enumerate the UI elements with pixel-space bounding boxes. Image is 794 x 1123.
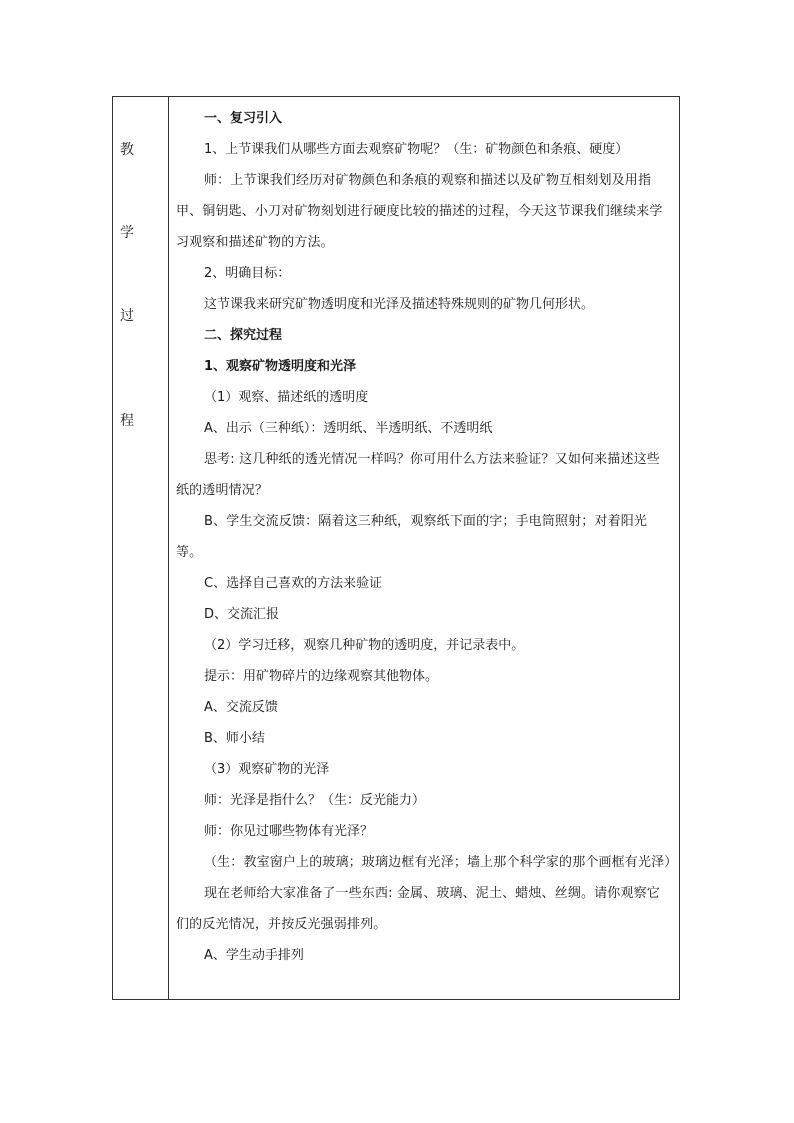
- step-2-b: B、师小结: [204, 731, 265, 746]
- step-1: （1）观察、描述纸的透明度: [204, 390, 369, 405]
- step-1-d: D、交流汇报: [204, 607, 280, 622]
- goal-text: 这节课我来研究矿物透明度和光泽及描述特殊规则的矿物几何形状。: [204, 297, 595, 312]
- student-answer: （生：教室窗户上的玻璃；玻璃边框有光泽；墙上那个科学家的那个画框有光泽）: [204, 855, 678, 870]
- section-label-char: 程: [120, 413, 134, 429]
- materials-paragraph: 现在老师给大家准备了一些东西: 金属、玻璃、泥土、蜡烛、丝绸。请你观察它们的反光情况，并按反光强弱排列。: [176, 886, 660, 932]
- step-1-b: B、学生交流反馈：隔着这三种纸，观察纸下面的字；手电筒照射；对着阳光等。: [176, 514, 648, 560]
- section-label-char: 学: [120, 225, 134, 241]
- luster-question-2: 师：你见过哪些物体有光泽？: [204, 824, 374, 839]
- step-1-a: A、出示（三种纸）：透明纸、半透明纸、不透明纸: [204, 421, 493, 436]
- hint: 提示：用矿物碎片的边缘观察其他物体。: [204, 669, 439, 684]
- observe-heading: 1、观察矿物透明度和光泽: [204, 359, 357, 374]
- lesson-content: [170, 97, 679, 999]
- question-1: 1、上节课我们从哪些方面去观察矿物呢？（生：矿物颜色和条痕、硬度）: [204, 142, 629, 157]
- goal-heading: 2、明确目标：: [204, 266, 291, 281]
- step-3: （3）观察矿物的光泽: [204, 762, 330, 777]
- step-1-c: C、选择自己喜欢的方法来验证: [204, 576, 383, 591]
- luster-question: 师：光泽是指什么？（生：反光能力）: [204, 793, 426, 808]
- explore-heading: 二、探究过程: [204, 328, 283, 343]
- step-3-a: A、学生动手排列: [204, 948, 304, 963]
- teacher-review-paragraph: 师：上节课我们经历对矿物颜色和条痕的观察和描述以及矿物互相刻划及用指甲、铜钥匙、小刀对矿物刻划进行硬度比较的描述的过程，今天这节课我们继续来学习观察和描述矿物的方法。: [176, 173, 663, 250]
- step-2: （2）学习迁移，观察几种矿物的透明度，并记录表中。: [204, 638, 525, 653]
- section-label-char: 过: [120, 308, 134, 324]
- step-2-a: A、交流反馈: [204, 700, 278, 715]
- think-paragraph: 思考: 这几种纸的透光情况一样吗？你可用什么方法来验证？又如何来描述这些纸的透明情况？: [176, 452, 660, 498]
- review-heading: 一、复习引入: [204, 111, 283, 126]
- section-label-column: [113, 97, 169, 999]
- lesson-table: [112, 96, 680, 1000]
- section-label-char: 教: [120, 142, 134, 158]
